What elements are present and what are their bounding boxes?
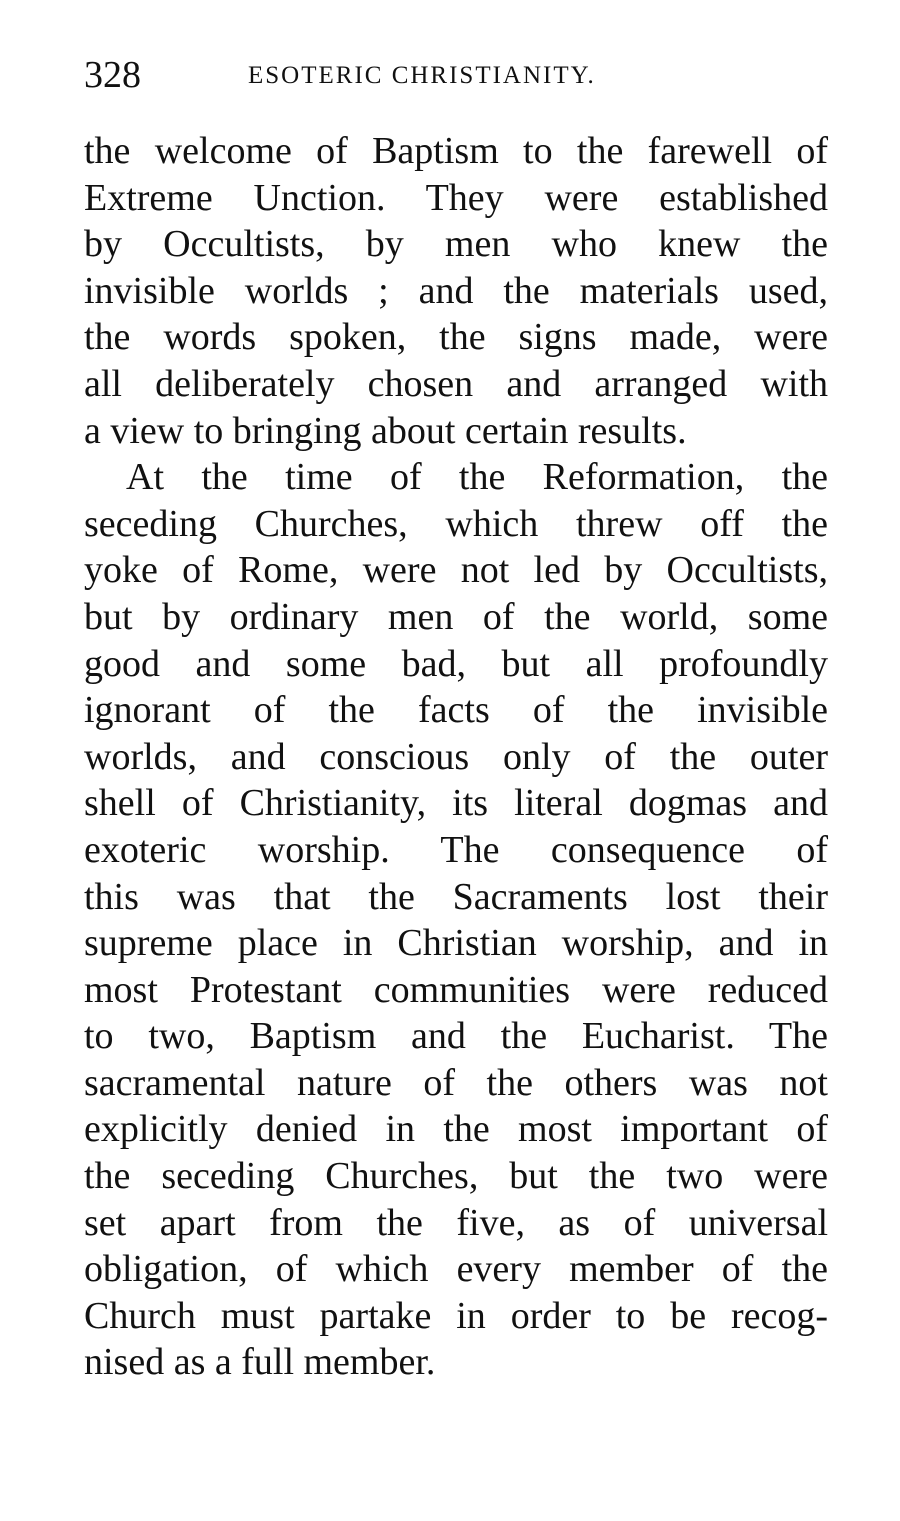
paragraph-2 bbox=[84, 454, 828, 1386]
text-line: At the time of the Reformation, the bbox=[126, 456, 828, 499]
text-line: nised as a full member. bbox=[84, 1341, 436, 1384]
page-number: 328 bbox=[84, 54, 141, 96]
text-line: to two, Baptism and the Eucharist. The bbox=[84, 1015, 828, 1058]
text-line: obligation, of which every member of the bbox=[84, 1248, 828, 1291]
text-line: explicitly denied in the most important of bbox=[84, 1108, 828, 1151]
text-line: yoke of Rome, were not led by Occultists, bbox=[84, 549, 828, 592]
text-line: invisible worlds ; and the materials used, bbox=[84, 269, 828, 312]
body-text bbox=[84, 128, 828, 1386]
text-line: seceding Churches, which threw off the bbox=[84, 502, 828, 545]
text-line: Church must partake in order to be recog- bbox=[84, 1294, 828, 1337]
text-line: sacramental nature of the others was not bbox=[84, 1061, 828, 1104]
text-line: most Protestant communities were reduced bbox=[84, 968, 828, 1011]
text-line: shell of Christianity, its literal dogmas and bbox=[84, 782, 828, 825]
text-line: good and some bad, but all profoundly bbox=[84, 642, 828, 685]
text-line: the words spoken, the signs made, were bbox=[84, 316, 828, 359]
text-line: supreme place in Christian worship, and in bbox=[84, 922, 828, 965]
paragraph-1 bbox=[84, 128, 828, 454]
text-line: the welcome of Baptism to the farewell of bbox=[84, 130, 828, 172]
text-line: Extreme Unction. They were established bbox=[84, 176, 828, 219]
text-line: this was that the Sacraments lost their bbox=[84, 875, 828, 918]
text-line: worlds, and conscious only of the outer bbox=[84, 735, 828, 778]
text-line: exoteric worship. The consequence of bbox=[84, 828, 828, 871]
text-line: by Occultists, by men who knew the bbox=[84, 223, 828, 266]
running-title: ESOTERIC CHRISTIANITY. bbox=[248, 62, 596, 89]
text-line: a view to bringing about certain results. bbox=[84, 409, 687, 452]
text-line: but by ordinary men of the world, some bbox=[84, 595, 828, 638]
text-line: all deliberately chosen and arranged with bbox=[84, 362, 828, 405]
text-line: the seceding Churches, but the two were bbox=[84, 1155, 828, 1198]
text-line: ignorant of the facts of the invisible bbox=[84, 689, 828, 732]
text-line: set apart from the five, as of universal bbox=[84, 1201, 828, 1244]
running-head bbox=[84, 50, 844, 100]
